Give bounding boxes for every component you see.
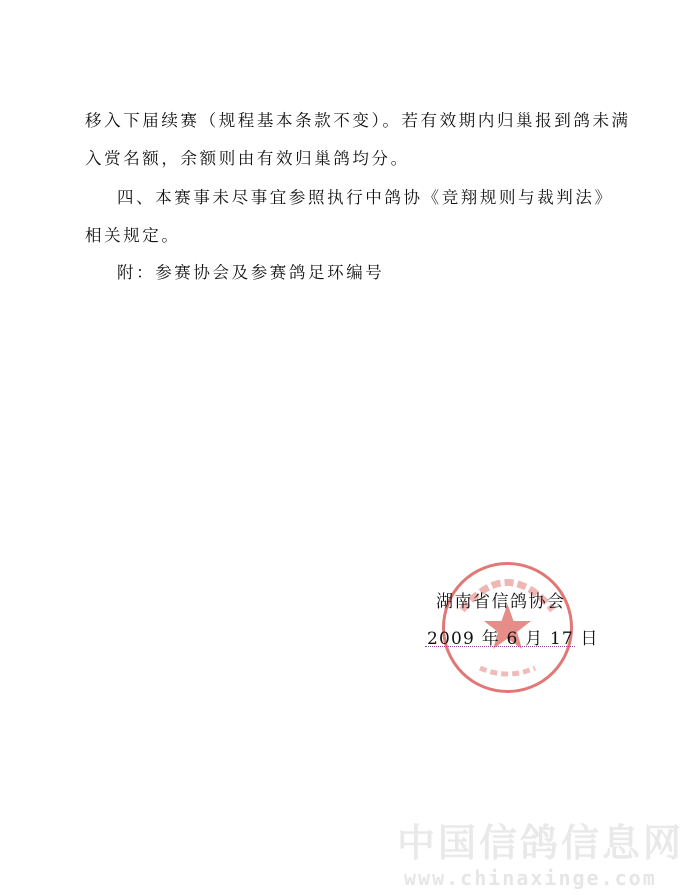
watermark-url: www.chinaxinge.com: [404, 866, 657, 890]
signature-date: 2009 年 6 月 17 日: [427, 629, 599, 649]
signature-organization: 湖南省信鸽协会: [436, 592, 566, 612]
body-line-5: 附：参赛协会及参赛鸽足环编号: [117, 263, 385, 282]
seal-lettering-bottom: [480, 668, 535, 674]
body-line-4: 相关规定。: [85, 226, 181, 245]
body-line-3: 四、本赛事未尽事宜参照执行中鸽协《竞翔规则与裁判法》: [117, 188, 614, 207]
body-line-2: 入赏名额，余额则由有效归巢鸽均分。: [85, 149, 410, 168]
body-line-1: 移入下届续赛（规程基本条款不变）。若有效期内归巢报到鸽未满: [85, 111, 631, 130]
watermark-site-name: 中国信鸽信息网: [397, 821, 685, 865]
